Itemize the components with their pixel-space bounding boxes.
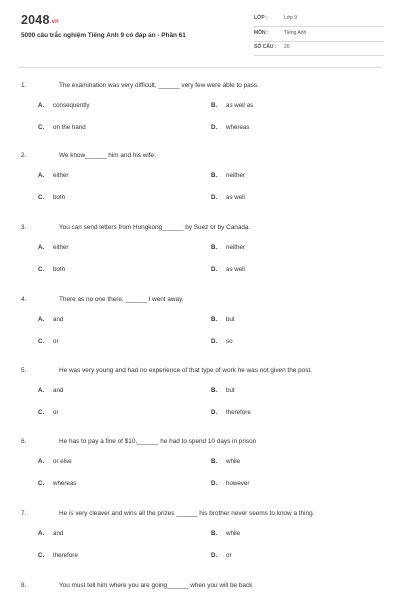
- meta-label: SỐ CÂU :: [254, 44, 277, 50]
- option-key: D.: [211, 480, 218, 487]
- page-header: [0, 0, 400, 70]
- option-key: B.: [211, 530, 218, 537]
- question-text: The examination was very difficult, ______ very few were able to pass.: [59, 82, 259, 89]
- option-text: while: [226, 530, 241, 537]
- answer-option[interactable]: [38, 458, 72, 465]
- logo-number: 2048: [21, 13, 50, 27]
- option-key: B.: [211, 458, 218, 465]
- option-text: therefore: [226, 409, 251, 416]
- meta-row-subject: [254, 28, 384, 42]
- question-number: 6.: [21, 438, 27, 445]
- option-text: and: [53, 387, 64, 394]
- option-key: A.: [38, 316, 45, 323]
- option-key: C.: [38, 266, 45, 273]
- option-text: so: [226, 338, 233, 345]
- option-key: C.: [38, 124, 45, 131]
- document-title: 5000 câu trắc nghiệm Tiếng Anh 9 có đáp án - Phần 61: [21, 32, 186, 39]
- answer-option[interactable]: [211, 266, 245, 273]
- option-text: neither: [226, 244, 245, 251]
- question-text: There as no one there; ______ I went away.: [59, 296, 184, 303]
- answer-option[interactable]: [38, 316, 63, 323]
- answer-option[interactable]: [211, 458, 240, 465]
- option-key: D.: [211, 266, 218, 273]
- logo-suffix: .vn: [49, 19, 59, 25]
- question-text: We know______ him and his wife.: [59, 152, 156, 159]
- meta-row-count: [254, 42, 384, 56]
- answer-option[interactable]: [38, 387, 63, 394]
- meta-label: LỚP :: [254, 15, 268, 21]
- option-text: while: [226, 458, 241, 465]
- option-text: or: [226, 552, 232, 559]
- option-text: either: [53, 172, 69, 179]
- question-text: You can send letters from Hongkong______ by Suez or by Canada.: [59, 224, 251, 231]
- answer-option[interactable]: [38, 338, 59, 345]
- question-number: 3.: [21, 224, 27, 231]
- option-text: either: [53, 244, 69, 251]
- option-key: A.: [38, 458, 45, 465]
- option-key: D.: [211, 124, 218, 131]
- option-key: A.: [38, 387, 45, 394]
- answer-option[interactable]: [38, 172, 68, 179]
- option-key: C.: [38, 552, 45, 559]
- option-text: but: [226, 316, 235, 323]
- option-text: both: [53, 194, 66, 201]
- option-text: neither: [226, 172, 245, 179]
- option-text: as well: [226, 194, 245, 201]
- answer-option[interactable]: [38, 124, 86, 131]
- option-text: or: [53, 409, 59, 416]
- question-text: He was very young and had no experience of that type of work he was not given the post.: [59, 367, 312, 374]
- option-key: B.: [211, 244, 218, 251]
- option-text: whereas: [226, 124, 250, 131]
- answer-option[interactable]: [211, 480, 249, 487]
- question-number: 7.: [21, 510, 27, 517]
- answer-option[interactable]: [38, 552, 78, 559]
- answer-option[interactable]: [38, 480, 76, 487]
- option-text: on the hand: [53, 124, 86, 131]
- meta-value: Lớp 9: [284, 15, 298, 21]
- answer-option[interactable]: [38, 266, 65, 273]
- meta-row-class: [254, 13, 384, 27]
- option-text: as well: [226, 266, 245, 273]
- option-key: C.: [38, 480, 45, 487]
- option-text: both: [53, 266, 66, 273]
- option-text: as well as: [226, 102, 254, 109]
- answer-option[interactable]: [211, 172, 245, 179]
- header-divider: [18, 67, 382, 68]
- answer-option[interactable]: [211, 194, 245, 201]
- option-key: B.: [211, 172, 218, 179]
- option-key: C.: [38, 194, 45, 201]
- answer-option[interactable]: [38, 102, 89, 109]
- option-text: and: [53, 316, 64, 323]
- answer-option[interactable]: [211, 124, 249, 131]
- answer-option[interactable]: [211, 552, 232, 559]
- meta-value: 20: [284, 44, 290, 50]
- option-text: or: [53, 338, 59, 345]
- question-number: 5.: [21, 367, 27, 374]
- option-key: C.: [38, 338, 45, 345]
- option-key: C.: [38, 409, 45, 416]
- site-logo[interactable]: [21, 13, 59, 27]
- answer-option[interactable]: [38, 530, 63, 537]
- answer-option[interactable]: [38, 194, 65, 201]
- meta-label: MÔN :: [254, 30, 269, 36]
- question-number: 1.: [21, 82, 27, 89]
- option-key: D.: [211, 338, 218, 345]
- option-key: D.: [211, 552, 218, 559]
- question-number: 8.: [21, 582, 27, 589]
- answer-option[interactable]: [38, 244, 68, 251]
- option-key: D.: [211, 409, 218, 416]
- answer-option[interactable]: [211, 244, 245, 251]
- answer-option[interactable]: [211, 338, 233, 345]
- answer-option[interactable]: [211, 316, 235, 323]
- option-key: A.: [38, 244, 45, 251]
- option-text: or else: [53, 458, 72, 465]
- option-key: B.: [211, 387, 218, 394]
- question-text: He is very cleaver and wins all the prizes ______ his brother never seems to know a thing.: [59, 510, 315, 517]
- option-text: however: [226, 480, 250, 487]
- question-number: 2.: [21, 152, 27, 159]
- question-text: You must tell him where you are going______ when you will be back: [59, 582, 253, 589]
- option-text: whereas: [53, 480, 77, 487]
- option-key: A.: [38, 172, 45, 179]
- answer-option[interactable]: [211, 102, 253, 109]
- option-key: B.: [211, 102, 218, 109]
- question-text: He has to pay a fine of $10,______ he had to spend 10 days in prison: [59, 438, 257, 445]
- option-text: and: [53, 530, 64, 537]
- option-text: but: [226, 387, 235, 394]
- option-key: B.: [211, 316, 218, 323]
- answer-option[interactable]: [38, 409, 59, 416]
- question-number: 4.: [21, 296, 27, 303]
- option-key: A.: [38, 102, 45, 109]
- option-text: consequently: [53, 102, 90, 109]
- option-key: D.: [211, 194, 218, 201]
- answer-option[interactable]: [211, 530, 240, 537]
- answer-option[interactable]: [211, 409, 251, 416]
- option-text: therefore: [53, 552, 78, 559]
- option-key: A.: [38, 530, 45, 537]
- meta-value: Tiếng Anh: [284, 30, 307, 36]
- answer-option[interactable]: [211, 387, 235, 394]
